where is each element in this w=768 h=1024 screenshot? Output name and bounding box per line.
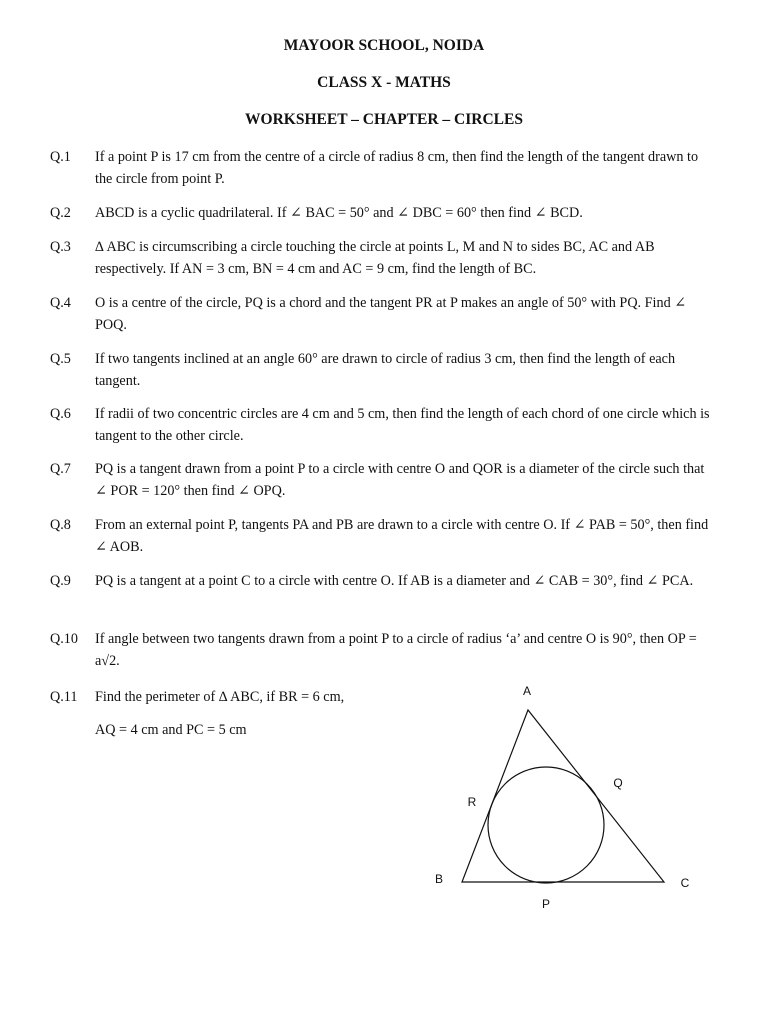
triangle-abc <box>462 710 664 882</box>
question-text: If radii of two concentric circles are 4 cm and 5 cm, then find the length of each chord of one circle which is tangent to the other circle. <box>95 406 710 444</box>
question-number: Q.3 <box>50 239 71 255</box>
question-number: Q.1 <box>50 149 71 165</box>
question-text: AQ = 4 cm and PC = 5 cm <box>95 722 247 738</box>
question-text: O is a centre of the circle, PQ is a chord and the tangent PR at P makes an angle of 50° with PQ. Find ∠ POQ. <box>95 295 687 333</box>
label-q: Q <box>613 776 623 790</box>
question-number: Q.2 <box>50 205 71 221</box>
label-p: P <box>541 897 551 911</box>
question-number: Q.4 <box>50 295 71 311</box>
question-text: ABCD is a cyclic quadrilateral. If ∠ BAC = 50° and ∠ DBC = 60° then find ∠ BCD. <box>95 205 583 221</box>
label-b: B <box>434 872 444 886</box>
question-text: ∆ ABC is circumscribing a circle touching the circle at points L, M and N to sides BC, AC and AB respectively. If AN = 3 cm, BN = 4 cm and AC = 9 cm, find the length of BC. <box>95 239 655 277</box>
question-number: Q.11 <box>50 689 78 705</box>
triangle-incircle-figure <box>425 678 725 918</box>
worksheet-title: WORKSHEET – CHAPTER – CIRCLES <box>245 111 523 128</box>
incircle <box>488 767 604 883</box>
label-c: C <box>680 876 690 890</box>
question-number: Q.10 <box>50 631 78 647</box>
question-text: PQ is a tangent drawn from a point P to a circle with centre O and QOR is a diameter of the circle such that ∠ POR = 120° then find ∠ OPQ. <box>95 461 705 499</box>
question-number: Q.9 <box>50 573 71 589</box>
label-a: A <box>522 684 532 698</box>
question-text: If a point P is 17 cm from the centre of a circle of radius 8 cm, then find the length of the tangent drawn to the circle from point P. <box>95 149 699 187</box>
question-text: If two tangents inclined at an angle 60° are drawn to circle of radius 3 cm, then find the length of each tangent. <box>95 351 676 389</box>
question-text: From an external point P, tangents PA and PB are drawn to a circle with centre O. If ∠ PAB = 50°, then find ∠ AOB. <box>95 517 709 555</box>
class-title: CLASS X - MATHS <box>317 74 451 91</box>
question-number: Q.5 <box>50 351 71 367</box>
label-r: R <box>467 795 477 809</box>
school-title: MAYOOR SCHOOL, NOIDA <box>283 37 485 54</box>
question-number: Q.6 <box>50 406 71 422</box>
question-number: Q.8 <box>50 517 71 533</box>
question-text: Find the perimeter of ∆ ABC, if BR = 6 cm, <box>95 689 345 705</box>
question-text: PQ is a tangent at a point C to a circle with centre O. If AB is a diameter and ∠ CAB = 30°, find ∠ PCA. <box>95 573 694 589</box>
question-text: If angle between two tangents drawn from a point P to a circle of radius ‘a’ and centre O is 90°, then OP = a√2. <box>95 631 697 669</box>
question-number: Q.7 <box>50 461 71 477</box>
